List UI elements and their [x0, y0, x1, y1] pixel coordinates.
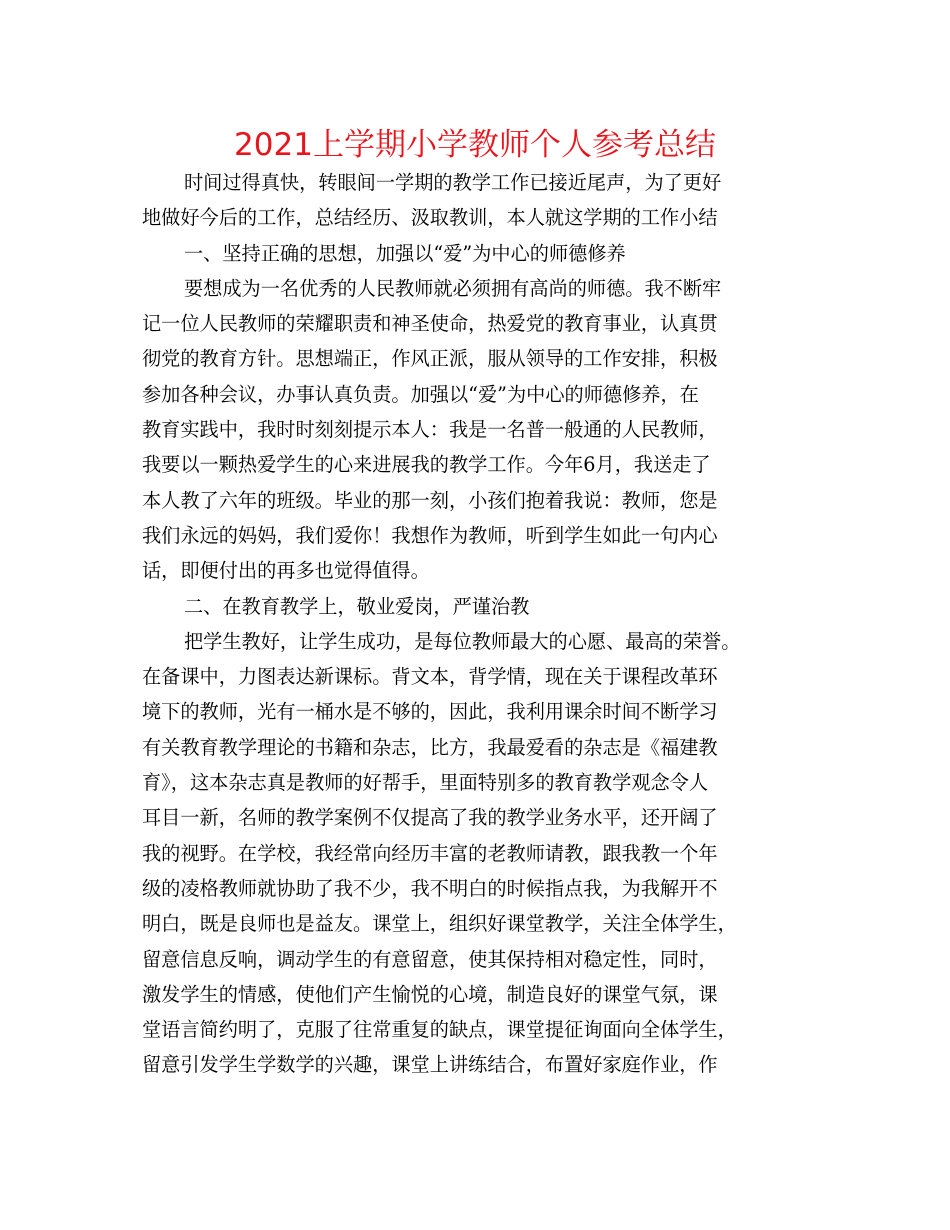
text-line: 二、在教育教学上，敬业爱岗，严谨治教 [184, 594, 530, 618]
text-line: 明白，既是良师也是益友。课堂上，组织好课堂教学，关注全体学生， [142, 912, 737, 936]
text-line: 在备课中，力图表达新课标。背文本，背学情，现在关于课程改革环 [142, 665, 718, 689]
text-line: 参加各种会议，办事认真负责。加强以“爱”为中心的师德修养，在 [142, 382, 699, 406]
text-line: 我要以一颗热爱学生的心来进展我的教学工作。今年6月，我送走了 [142, 453, 711, 477]
text-line: 留意引发学生学数学的兴趣，课堂上讲练结合，布置好家庭作业，作 [142, 1053, 718, 1077]
text-line: 堂语言简约明了，克服了往常重复的缺点，课堂提征询面向全体学生， [142, 1018, 737, 1042]
text-line: 要想成为一名优秀的人民教师就必须拥有高尚的师德。我不断牢 [184, 276, 722, 300]
text-line: 有关教育教学理论的书籍和杂志，比方，我最爱看的杂志是《福建教 [142, 735, 718, 759]
text-line: 我的视野。在学校，我经常向经历丰富的老教师请教，跟我教一个年 [142, 841, 718, 865]
text-line: 育》，这本杂志真是教师的好帮手，里面特别多的教育教学观念令人 [142, 771, 709, 795]
document-title: 2021上学期小学教师个人参考总结 [234, 127, 716, 163]
text-line: 彻党的教育方针。思想端正，作风正派，服从领导的工作安排，积极 [142, 347, 718, 371]
text-line: 级的凌格教师就协助了我不少，我不明白的时候指点我，为我解开不 [142, 876, 718, 900]
text-line: 把学生教好，让学生成功，是每位教师最大的心愿、最高的荣誉。 [184, 629, 741, 653]
text-line: 耳目一新，名师的教学案例不仅提高了我的教学业务水平，还开阔了 [142, 806, 718, 830]
text-line: 我们永远的妈妈，我们爱你！我想作为教师，听到学生如此一句内心 [142, 523, 718, 547]
text-line: 境下的教师，光有一桶水是不够的，因此，我利用课余时间不断学习 [142, 700, 718, 724]
text-line: 本人教了六年的班级。毕业的那一刻，小孩们抱着我说：教师，您是 [142, 488, 718, 512]
document-body [142, 165, 832, 1083]
text-line: 一、坚持正确的思想，加强以“爱”为中心的师德修养 [184, 241, 626, 265]
text-line: 时间过得真快，转眼间一学期的教学工作已接近尾声，为了更好 [184, 171, 722, 194]
text-line: 地做好今后的工作，总结经历、汲取教训，本人就这学期的工作小结 [142, 206, 718, 230]
text-line: 记一位人民教师的荣耀职责和神圣使命，热爱党的教育事业，认真贯 [142, 312, 718, 336]
text-line: 激发学生的情感，使他们产生愉悦的心境，制造良好的课堂气氛，课 [142, 982, 718, 1006]
text-line: 留意信息反响，调动学生的有意留意，使其保持相对稳定性，同时， [142, 947, 718, 971]
text-line: 教育实践中，我时时刻刻提示本人：我是一名普一般通的人民教师， [142, 418, 718, 442]
text-line: 话，即便付出的再多也觉得值得。 [142, 559, 430, 583]
